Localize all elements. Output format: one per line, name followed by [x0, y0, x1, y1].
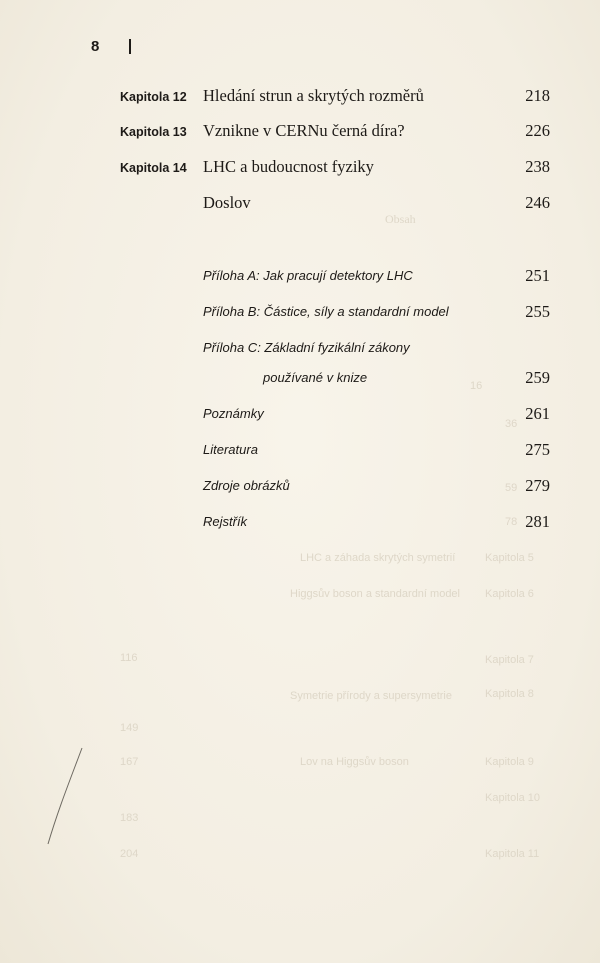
chapter-title: Doslov: [203, 193, 251, 212]
toc-row: [0, 440, 600, 464]
show-through-text: LHC a záhada skrytých symetrií: [300, 552, 456, 564]
chapter-page: 218: [525, 86, 550, 105]
show-through-text: 204: [120, 848, 139, 860]
show-through-text: 116: [120, 652, 138, 664]
show-through-text: 183: [120, 812, 139, 824]
appendix-page: 261: [525, 404, 550, 423]
toc-row: [0, 266, 600, 290]
show-through-text: Kapitola 5: [485, 552, 534, 564]
toc-row: [0, 302, 600, 326]
appendix-page: 279: [525, 476, 550, 495]
appendix-page: 255: [525, 302, 550, 321]
show-through-text: Kapitola 10: [485, 792, 541, 804]
toc-row: [0, 121, 600, 145]
appendix-page: 275: [525, 440, 550, 459]
chapter-title: Hledání strun a skrytých rozměrů: [203, 86, 424, 105]
appendix-title: Poznámky: [203, 406, 264, 421]
header-rule: [129, 39, 131, 54]
appendix-title: Literatura: [203, 442, 258, 457]
chapter-page: 246: [525, 193, 550, 212]
show-through-text: Kapitola 6: [485, 588, 534, 600]
appendix-title: Příloha B: Částice, síly a standardní model: [203, 304, 449, 319]
toc-row: [0, 368, 600, 392]
toc-row: [0, 512, 600, 536]
toc-row: [0, 338, 600, 362]
show-through-text: Higgsův boson a standardní model: [290, 588, 460, 600]
show-through-text: Kapitola 7: [485, 654, 534, 666]
appendix-page: 251: [525, 266, 550, 285]
chapter-label: Kapitola 13: [120, 125, 187, 139]
toc-row: [0, 193, 600, 217]
chapter-title: LHC a budoucnost fyziky: [203, 157, 374, 176]
show-through-text: 78: [505, 516, 518, 528]
pencil-mark-icon: [40, 740, 90, 850]
show-through-text: Lov na Higgsův boson: [300, 756, 409, 768]
toc-row: [0, 404, 600, 428]
chapter-page: 226: [525, 121, 550, 140]
show-through-text: Kapitola 8: [485, 688, 534, 700]
show-through-text: Symetrie přírody a supersymetrie: [290, 690, 452, 702]
chapter-page: 238: [525, 157, 550, 176]
appendix-title: Rejstřík: [203, 514, 248, 529]
appendix-title-continued: používané v knize: [263, 370, 368, 385]
chapter-title: Vznikne v CERNu černá díra?: [203, 121, 405, 140]
show-through-text: 167: [120, 756, 139, 768]
toc-row: [0, 476, 600, 500]
appendix-page: 281: [525, 512, 550, 531]
show-through-text: 149: [120, 722, 139, 734]
show-through-text: 59: [505, 482, 518, 494]
show-through-text: 16: [470, 380, 483, 392]
show-through-text: Obsah: [385, 212, 416, 226]
show-through-text: 36: [505, 418, 518, 430]
appendix-title: Příloha A: Jak pracují detektory LHC: [203, 268, 413, 283]
toc-row: [0, 86, 600, 110]
chapter-label: Kapitola 14: [120, 161, 187, 175]
show-through-text: Kapitola 9: [485, 756, 534, 768]
page-number-header: 8: [91, 38, 99, 55]
show-through-text: Kapitola 11: [485, 848, 540, 860]
appendix-title: Příloha C: Základní fyzikální zákony: [203, 340, 410, 355]
appendix-title: Zdroje obrázků: [203, 478, 290, 493]
appendix-page: 259: [525, 368, 550, 387]
chapter-label: Kapitola 12: [120, 90, 187, 104]
toc-row: [0, 157, 600, 181]
